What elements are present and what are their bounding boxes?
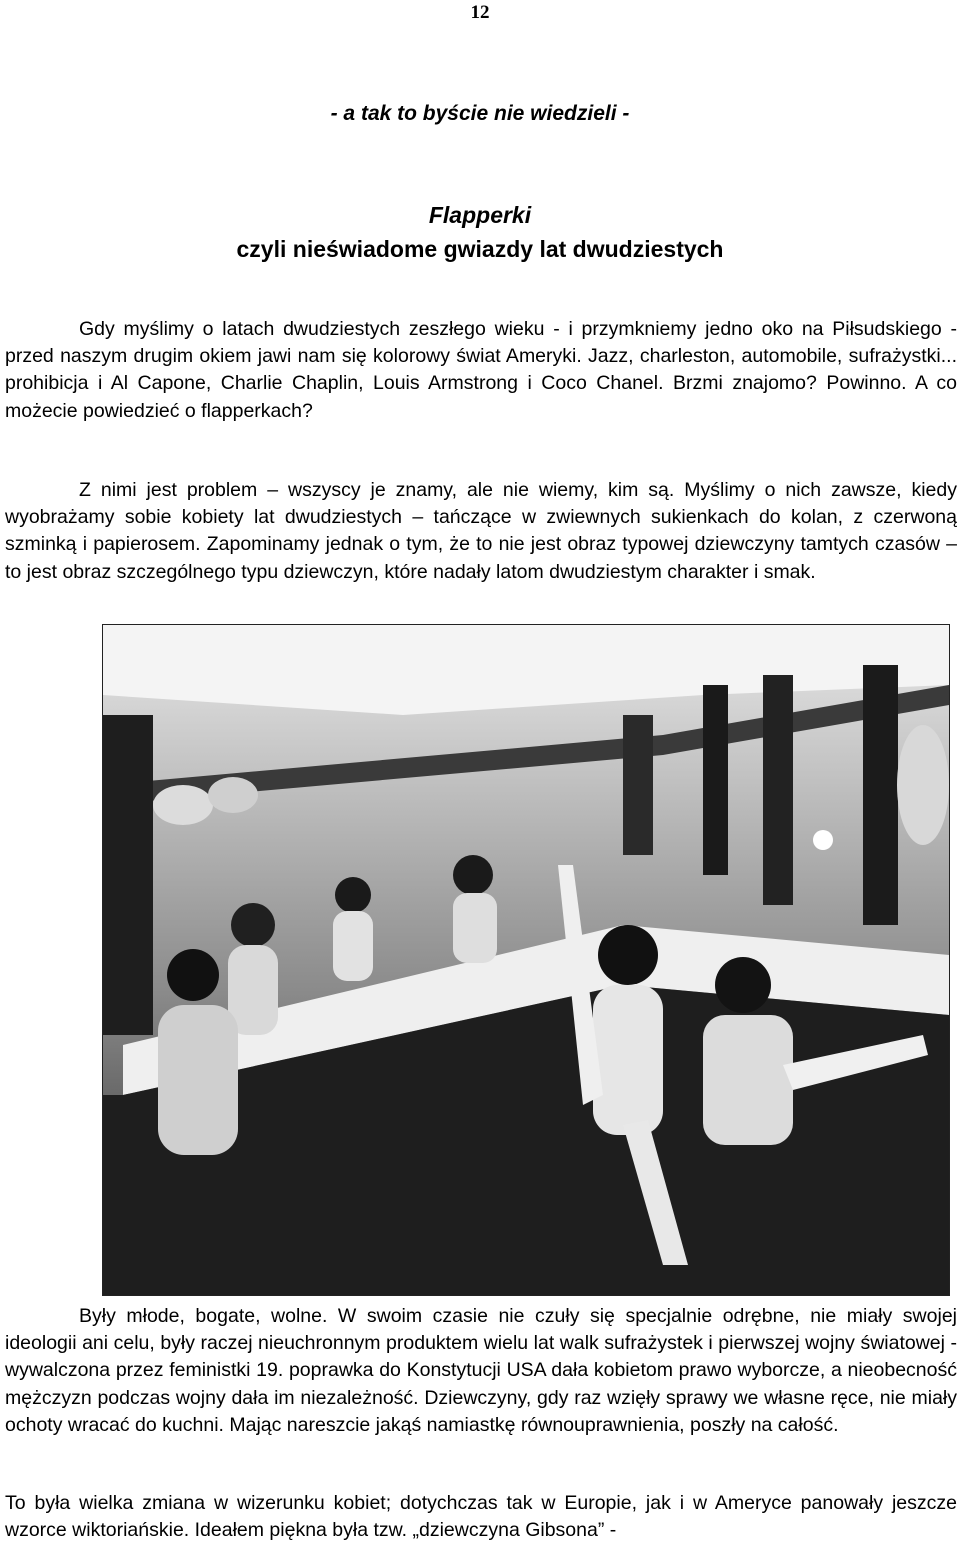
paragraph-problem: Z nimi jest problem – wszyscy je znamy, ale nie wiemy, kim są. Myślimy o nich zawsze, kiedy wyobrażamy sobie kobiety lat dwudziestych – tańczące w zwiewnych sukienkach do kolan, z czerwoną szminką i papierosem. Zapominamy jednak o tym, że to nie jest obraz typowej dziewczyny tamtych czasów – to jest obraz szczególnego typu dziewczyn, które nadały latom dwudziestym charakter i smak. <box>5 479 957 583</box>
paragraph-intro: Gdy myślimy o latach dwudziestych zeszłego wieku - i przymkniemy jedno oko na Piłsudskiego - przed naszym drugim okiem jawi nam się kolorowy świat Ameryki. Jazz, charleston, automobile, sufrażystki... prohibicja i Al Capone, Charlie Chaplin, Louis Armstrong i Coco Chanel. Brzmi znajomo? Powinno. A co możecie powiedzieć o flapperkach? <box>5 318 957 422</box>
article-subtitle: czyli nieświadome gwiazdy lat dwudziestych <box>236 236 724 262</box>
page-number: 12 <box>470 2 490 23</box>
article-title <box>0 198 960 266</box>
dressing-room-photo <box>102 624 950 1296</box>
paragraph-flappers-description: Były młode, bogate, wolne. W swoim czasie nie czuły się specjalnie odrębne, nie miały swojej ideologii ani celu, były raczej nieuchronnym produktem wielu lat walk sufrażystek i pierwszej wojny światowej - wywalczona przez feministki 19. poprawka do Konstytucji USA dała kobietom prawo wyborcze, a nieobecność mężczyzn podczas wojny dała im niezależność. Dziewczyny, gdy raz wzięły sprawy we własne ręce, nie miały ochoty wracać do kuchni. Mając nareszcie jakąś namiastkę równouprawnienia, poszły na całość. <box>5 1305 957 1436</box>
section-tag: - a tak to byście nie wiedzieli - <box>330 102 630 125</box>
paragraph-victorian: To była wielka zmiana w wizerunku kobiet; dotychczas tak w Europie, jak i w Ameryce panowały jeszcze wzorce wiktoriańskie. Ideałem piękna była tzw. „dziewczyna Gibsona” - <box>5 1492 957 1542</box>
photo-illustration <box>103 625 949 1295</box>
article-title-main: Flapperki <box>428 202 532 228</box>
